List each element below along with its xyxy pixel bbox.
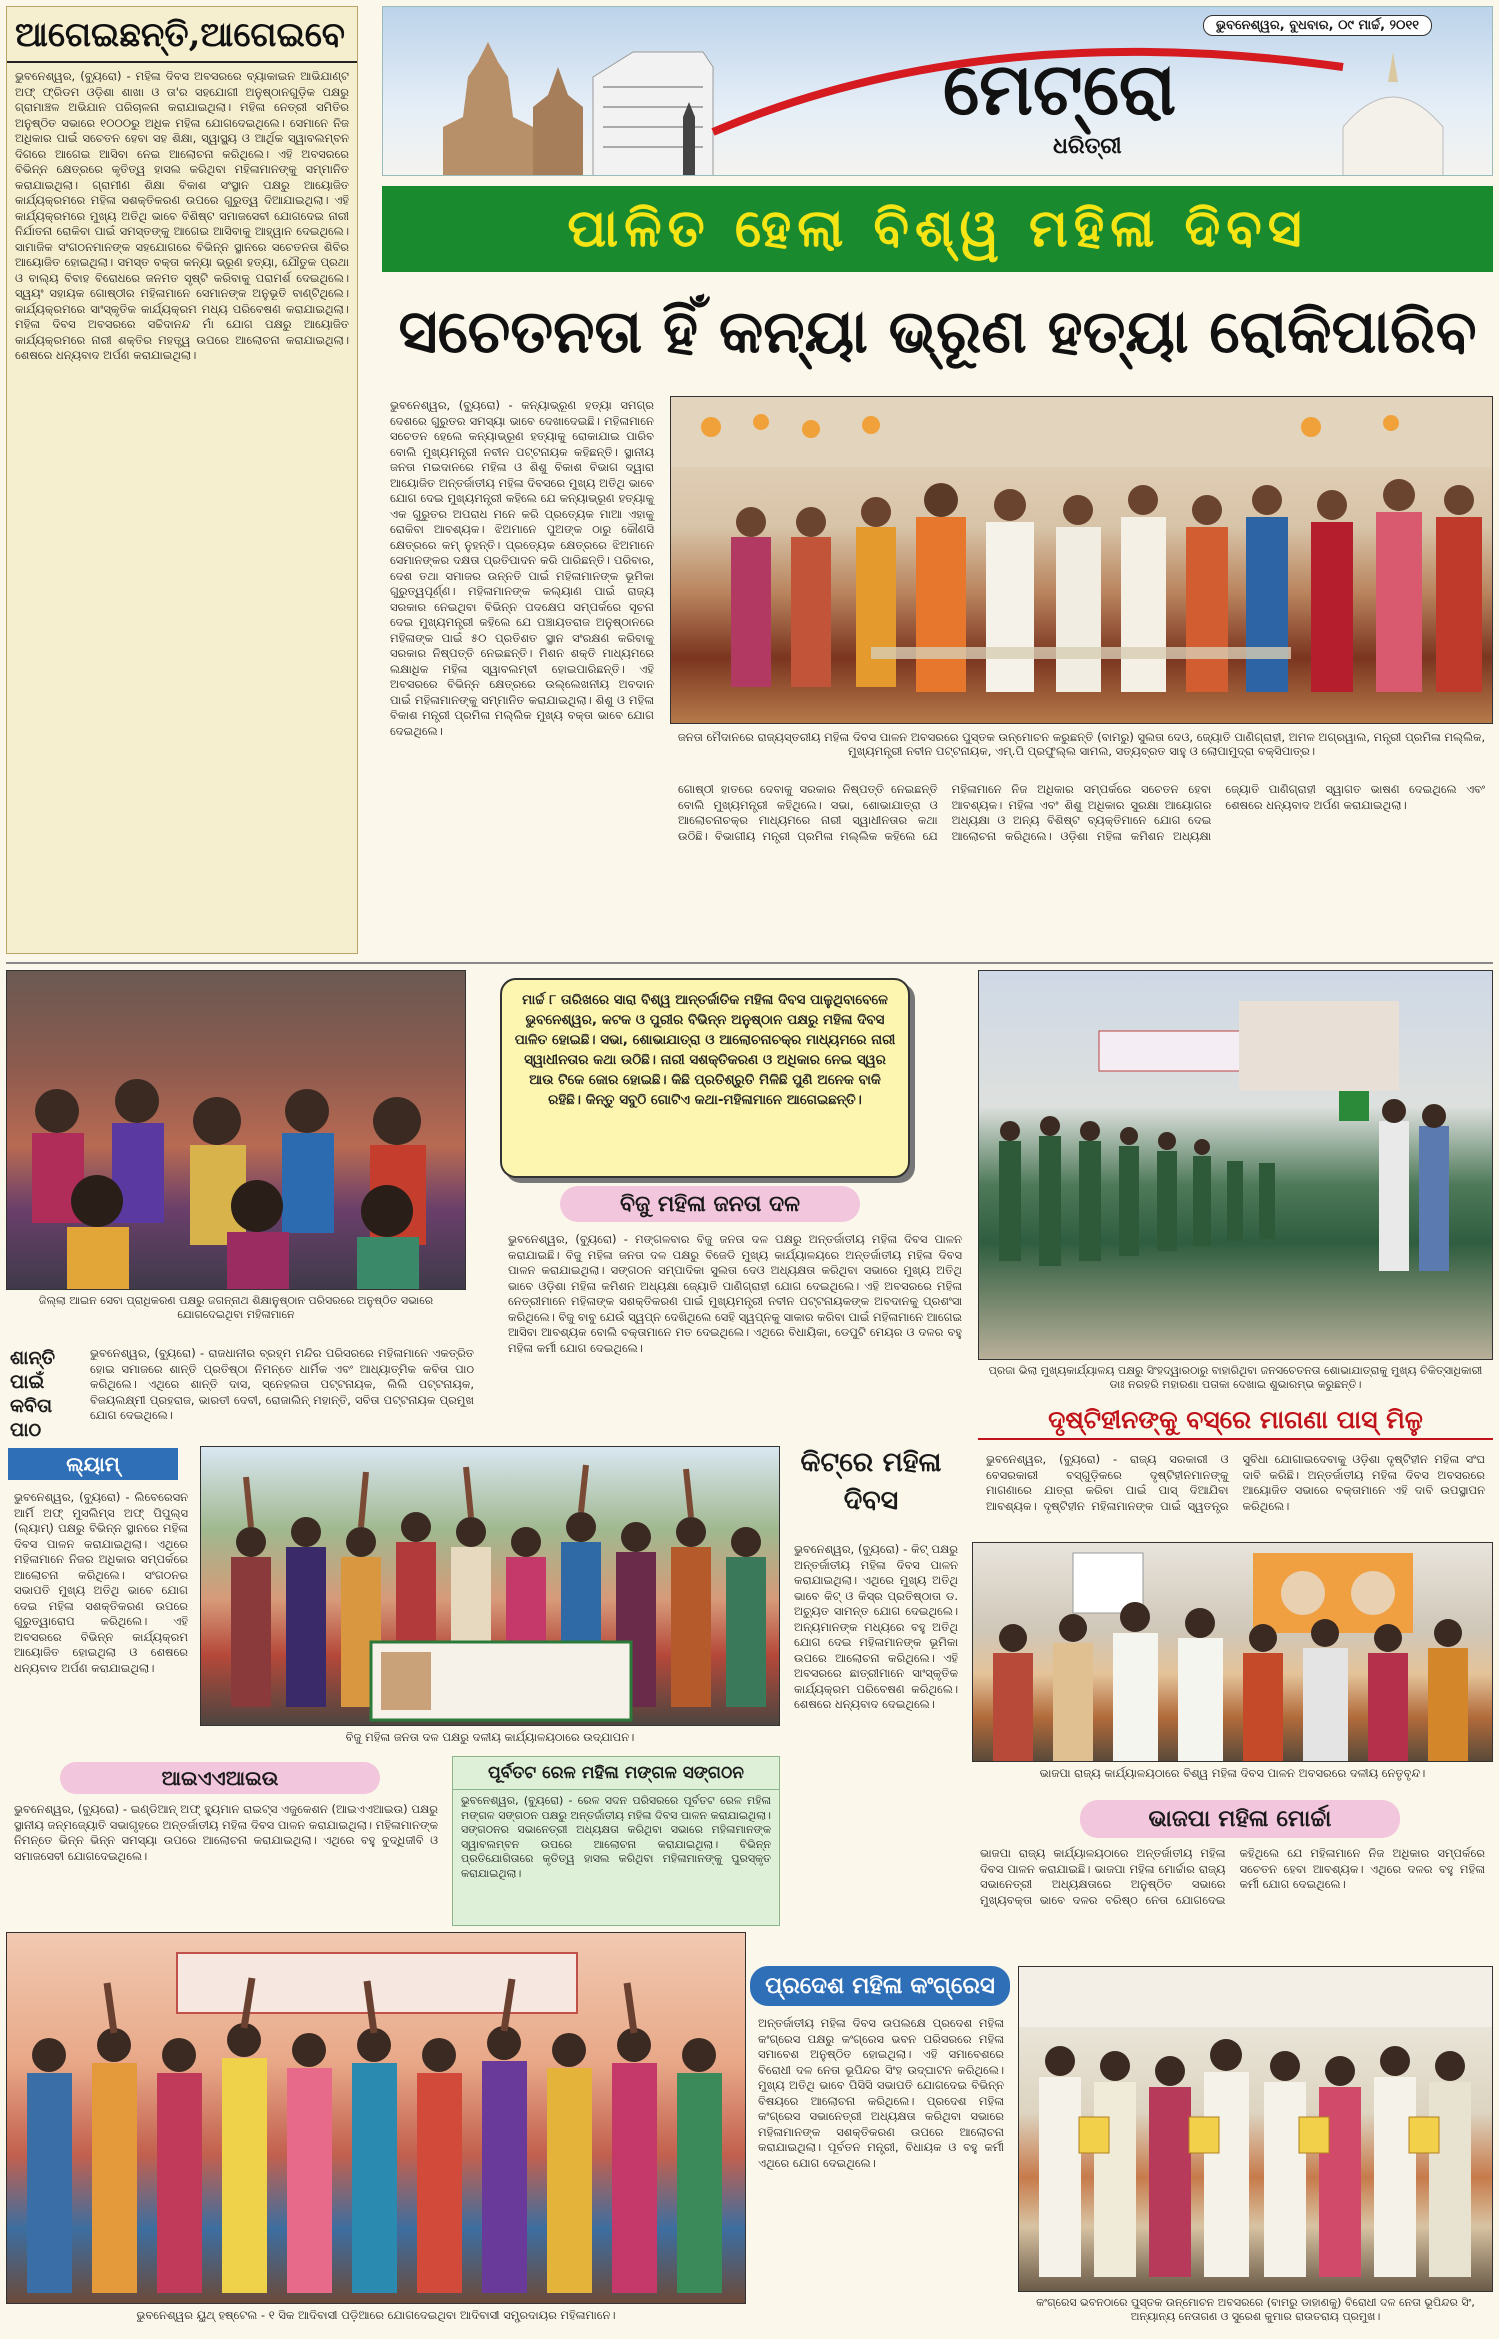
bjp-photo-caption: ଭାଜପା ରାଜ୍ୟ କାର୍ଯ୍ୟାଳୟଠାରେ ବିଶ୍ୱ ମହିଳା ଦିବସ ପାଳନ ଅବସରରେ ଦଳୀୟ ନେତୃବୃନ୍ଦ। (1039, 1766, 1426, 1780)
rail-title: ପୂର୍ବତଟ ରେଳ ମହିଳା ମଙ୍ଗଳ ସଙ୍ଗଠନ (453, 1757, 779, 1790)
row3-center-photo-caption: ବିଜୁ ମହିଳା ଜନତା ଦଳ ପକ୍ଷରୁ ଦଳୀୟ କାର୍ଯ୍ୟାଳୟଠାରେ ଉଦ୍‌ଯାପନ। (345, 1730, 635, 1744)
congress-release-figures (1019, 1967, 1493, 2292)
row4-left-photo (6, 1932, 746, 2304)
row3-center-photo (200, 1446, 780, 1726)
lyam-title: ଲ୍ୟାମ୍ (8, 1448, 178, 1480)
left-column-body: ଭୁବନେଶ୍ୱର, (ବ୍ୟୁରୋ) - ମହିଳା ଦିବସ ଅବସରରେ ବ୍ୟାକାଇନ ଆଭିଯାଣ୍ଟ ଅଫ୍ ଫ୍ରିଡମ ଓଡ଼ିଶା ଶାଖା ଓ ତା'ର ସହଯୋଗୀ ଅନୁଷ୍ଠାନଗୁଡ଼ିକ ପକ୍ଷରୁ ଗ୍ରାମାଞ୍ଚଳ ଅଭିଯାନ ପରିଚାଳନା କରାଯାଇଥିଲା। ମହିଳା ନେତ୍ରୀ ସମିତିର ଅନୁଷ୍ଠିତ ସଭାରେ ୧୦୦୦ରୁ ଅଧିକ ମହିଳା ଯୋଗଦେଇଥିଲେ। ସେମାନେ ନିଜ ଅଧିକାର ପାଇଁ ସଚେତନ ହେବା ସହ ଶିକ୍ଷା, ସ୍ୱାସ୍ଥ୍ୟ ଓ ଆର୍ଥିକ ସ୍ୱାବଲମ୍ବନ ଦିଗରେ ଆଗେଇ ଆସିବା ନେଇ ଆଲୋଚନା କରିଥିଲେ। ଏହି ଅବସରରେ ବିଭିନ୍ନ କ୍ଷେତ୍ରରେ କୃତିତ୍ୱ ହାସଲ କରିଥିବା ମହିଳାମାନଙ୍କୁ ସମ୍ମାନିତ କରାଯାଇଥିଲା। ଗ୍ରାମୀଣ ଶିକ୍ଷା ବିକାଶ ସଂସ୍ଥାନ ପକ୍ଷରୁ ଆୟୋଜିତ କାର୍ଯ୍ୟକ୍ରମରେ ମହିଳା ସଶକ୍ତିକରଣ ଉପରେ ଗୁରୁତ୍ୱ ଦିଆଯାଇଥିଲା। ଏହି କାର୍ଯ୍ୟକ୍ରମରେ ମୁଖ୍ୟ ଅତିଥି ଭାବେ ବିଶିଷ୍ଟ ସମାଜସେବୀ ଯୋଗଦେଇ ନାରୀ ନିର୍ଯାତନା ରୋକିବା ପାଇଁ ସମସ୍ତଙ୍କୁ ଆଗେଇ ଆସିବାକୁ ଆହ୍ୱାନ ଦେଇଥିଲେ। ସାମାଜିକ ସଂଗଠନମାନଙ୍କ ସହଯୋଗରେ ବିଭିନ୍ନ ସ୍ଥାନରେ ସଚେତନତା ଶିବିର ଆୟୋଜିତ ହୋଇଥିଲା। ସମସ୍ତ ବକ୍ତା କନ୍ୟା ଭ୍ରୂଣ ହତ୍ୟା, ଯୌତୁକ ପ୍ରଥା ଓ ବାଲ୍ୟ ବିବାହ ବିରୋଧରେ ଜନମତ ସୃଷ୍ଟି କରିବାକୁ ପରାମର୍ଶ ଦେଇଥିଲେ। ସ୍ୱୟଂ ସହାୟକ ଗୋଷ୍ଠୀର ମହିଳାମାନେ ସେମାନଙ୍କ ଅନୁଭୂତି ବାଣ୍ଟିଥିଲେ। କାର୍ଯ୍ୟକ୍ରମରେ ସାଂସ୍କୃତିକ କାର୍ଯ୍ୟକ୍ରମ ମଧ୍ୟ ପରିବେଷଣ କରାଯାଇଥିଲା। ମହିଳା ଦିବସ ଅବସରରେ ସଚ୍ଚିଦାନନ୍ଦ ମାଁ ଯୋଗ ପକ୍ଷରୁ ଆୟୋଜିତ କାର୍ଯ୍ୟକ୍ରମରେ ନାରୀ ଶକ୍ତିର ମହତ୍ତ୍ୱ ଉପରେ ଆଲୋଚନା କରାଯାଇଥିଲା। ଶେଷରେ ଧନ୍ୟବାଦ ଅର୍ପଣ କରାଯାଇଥିଲା। (15, 69, 349, 362)
raised-hands-group (201, 1447, 780, 1726)
row2-left-photo (6, 970, 466, 1290)
intro-box-text: ମାର୍ଚ୍ଚ ୮ ତାରିଖରେ ସାରା ବିଶ୍ୱ ଆନ୍ତର୍ଜାତିକ ମହିଳା ଦିବସ ପାଳୁଥିବାବେଳେ ଭୁବନେଶ୍ୱର, କଟକ ଓ ପୁରୀର ବିଭିନ୍ନ ଅନୁଷ୍ଠାନ ପକ୍ଷରୁ ମହିଳା ଦିବସ ପାଳିତ ହୋଇଛି। ସଭା, ଶୋଭାଯାତ୍ରା ଓ ଆଲୋଚନାଚକ୍ର ମାଧ୍ୟମରେ ନାରୀ ସ୍ୱାଧୀନତାର କଥା ଉଠିଛି। ନାରୀ ସଶକ୍ତିକରଣ ଓ ଅଧିକାର ନେଇ ସ୍ୱର ଆଉ ଟିକେ ଜୋର ହୋଇଛି। କିଛି ପ୍ରତିଶ୍ରୁତି ମିଳିଛି ପୁଣି ଅନେକ ବାକି ରହିଛି। କିନ୍ତୁ ସବୁଠି ଗୋଟିଏ କଥା-ମହିଳାମାନେ ଆଗେଇଛନ୍ତି। (514, 992, 896, 1108)
crowd-figures (7, 971, 466, 1290)
bjp-text: ଭାଜପା ରାଜ୍ୟ କାର୍ଯ୍ୟାଳୟଠାରେ ଅନ୍ତର୍ଜାତୀୟ ମହିଳା ଦିବସ ପାଳନ କରାଯାଇଛି। ଭାଜପା ମହିଳା ମୋର୍ଚ୍ଚାର ରାଜ୍ୟ ସଭାନେତ୍ରୀ ଅଧ୍ୟକ୍ଷତାରେ ଅନୁଷ୍ଠିତ ସଭାରେ ମୁଖ୍ୟବକ୍ତା ଭାବେ ଦଳର ବରିଷ୍ଠ ନେତା ଯୋଗଦେଇ କହିଥିଲେ ଯେ ମହିଳାମାନେ ନିଜ ଅଧିକାର ସମ୍ପର୍କରେ ସଚେତନ ହେବା ଆବଶ୍ୟକ। ଏଥିରେ ଦଳର ବହୁ ମହିଳା କର୍ମୀ ଯୋଗ ଦେଇଥିଲେ। (980, 1846, 1485, 1907)
kit-text: ଭୁବନେଶ୍ୱର, (ବ୍ୟୁରୋ) - କିଟ୍ ପକ୍ଷରୁ ଅନ୍ତର୍ଜାତୀୟ ମହିଳା ଦିବସ ପାଳନ କରାଯାଇଥିଲା। ଏଥିରେ ମୁଖ୍ୟ ଅତିଥି ଭାବେ କିଟ୍ ଓ କିସ୍‌ର ପ୍ରତିଷ୍ଠାତା ଡ. ଅଚ୍ୟୁତ ସାମନ୍ତ ଯୋଗ ଦେଇଥିଲେ। ଅନ୍ୟମାନଙ୍କ ମଧ୍ୟରେ ବହୁ ଅତିଥି ଯୋଗ ଦେଇ ମହିଳାମାନଙ୍କ ଭୂମିକା ଉପରେ ଆଲୋଚନା କରିଥିଲେ। ଏହି ଅବସରରେ ଛାତ୍ରୀମାନେ ସାଂସ୍କୃତିକ କାର୍ଯ୍ୟକ୍ରମ ପରିବେଷଣ କରିଥିଲେ। ଶେଷରେ ଧନ୍ୟବାଦ ଦେଇଥିଲେ। (794, 1542, 958, 1711)
top-band (382, 186, 1493, 272)
stupa-illustration (1343, 97, 1443, 176)
iaf-title: ଆଇଏଏଆଇଉ (60, 1762, 380, 1794)
rally-figures (979, 971, 1493, 1360)
shanti-text: ଭୁବନେଶ୍ୱର, (ବ୍ୟୁରୋ) - ରାଜଧାନୀର ବ୍ରହ୍ମ ମନ୍ଦିର ପରିସରରେ ମହିଳାମାନେ ଏକତ୍ରିତ ହୋଇ ସମାଜରେ ଶାନ୍ତି ପ୍ରତିଷ୍ଠା ନିମନ୍ତେ ଧାର୍ମିକ ଏବଂ ଆଧ୍ୟାତ୍ମିକ କବିତା ପାଠ କରିଥିଲେ। ଏଥିରେ ଶାନ୍ତି ଦାସ, ସ୍ନେହଲତା ପଟ୍ଟନାୟକ, ଲିଲି ପଟ୍ଟନାୟକ, ବିଜୟଲକ୍ଷ୍ମୀ ପ୍ରହରାଜ, ଭାରତୀ ଦେବୀ, ରୋଜାଲିନ୍ ମହାନ୍ତି, ସବିତା ପଟ୍ଟନାୟକ ପ୍ରମୁଖ ଯୋଗ ଦେଇଥିଲେ। (90, 1346, 474, 1422)
row2-right-photo (978, 970, 1493, 1360)
masthead (382, 6, 1493, 176)
stage-figures (671, 397, 1493, 724)
iaf-text: ଭୁବନେଶ୍ୱର, (ବ୍ୟୁରୋ) - ଇଣ୍ଡିଆନ୍ ଅଫ୍ ହ୍ୟୁମାନ ରାଇଟ୍ସ ଏଜୁକେଶନ (ଆଇଏଏଆଇଉ) ପକ୍ଷରୁ ସ୍ଥାନୀୟ ଜନ୍ମଜ୍ୟୋତି ସଭାଗୃହରେ ଅନ୍ତର୍ଜାତୀୟ ମହିଳା ଦିବସ ପାଳନ କରାଯାଇଥିଲା। ମହିଳାମାନଙ୍କ ନିମନ୍ତେ ଭିନ୍ନ ଭିନ୍ନ ସମସ୍ୟା ଉପରେ ଆଲୋଚନା କରାଯାଇଥିଲା। ଏଥିରେ ବହୁ ବୁଦ୍ଧିଜୀବି ଓ ସମାଜସେବୀ ଯୋଗଦେଇଥିଲେ। (14, 1802, 438, 1863)
main-headline: ସଚେତନତା ହିଁ କନ୍ୟା ଭ୍ରୂଣ ହତ୍ୟା ରୋକିପାରିବ (398, 297, 1477, 367)
bjp-title: ଭାଜପା ମହିଳା ମୋର୍ଚ୍ଚା (1080, 1800, 1400, 1838)
bjp-photo (972, 1542, 1493, 1762)
row4-left-photo-caption: ଭୁବନେଶ୍ୱର ୟୁଥ୍ ହଷ୍ଟେଲ - ୧ ସିକ ଆଦିବାସୀ ପଡ଼ିଆରେ ଯୋଗଦେଇଥିବା ଆଦିବାସୀ ସମ୍ପ୍ରଦାୟର ମହିଳାମାନେ। (136, 2308, 616, 2322)
date-line: ଭୁବନେଶ୍ୱର, ବୁଧବାର, ୦୯ ମାର୍ଚ୍ଚ, ୨୦୧୧ (1203, 15, 1432, 36)
congress-title: ପ୍ରଦେଶ ମହିଳା କଂଗ୍ରେସ (750, 1966, 1010, 2006)
congress-text: ଅନ୍ତର୍ଜାତୀୟ ମହିଳା ଦିବସ ଉପଲକ୍ଷେ ପ୍ରଦେଶ ମହିଳା କଂଗ୍ରେସ ପକ୍ଷରୁ କଂଗ୍ରେସ ଭବନ ପରିସରରେ ମହିଳା ସମାବେଶ ଅନୁଷ୍ଠିତ ହୋଇଥିଲା। ଏହି ସମାବେଶରେ ବିରୋଧୀ ଦଳ ନେତା ଭୂପିନ୍ଦର ସିଂହ ଉଦ୍‌ଘାଟନ କରିଥିଲେ। ମୁଖ୍ୟ ଅତିଥି ଭାବେ ପିସିସି ସଭାପତି ଯୋଗଦେଇ ବିଭିନ୍ନ ବିଷୟରେ ଆଲୋଚନା କରିଥିଲେ। ପ୍ରଦେଶ ମହିଳା କଂଗ୍ରେସ ସଭାନେତ୍ରୀ ଅଧ୍ୟକ୍ଷତା କରିଥିବା ସଭାରେ ମହିଳାମାନଙ୍କ ସଶକ୍ତିକରଣ ଉପରେ ଆଲୋଚନା କରାଯାଇଥିଲା। ପୂର୍ବତନ ମନ୍ତ୍ରୀ, ବିଧାୟକ ଓ ବହୁ କର୍ମୀ ଏଥିରେ ଯୋଗ ଦେଇଥିଲେ। (758, 2016, 1004, 2170)
statue-illustration (683, 102, 695, 176)
row2-left-photo-caption: ଜିଲ୍ଲା ଆଇନ ସେବା ପ୍ରାଧିକରଣ ପକ୍ଷରୁ ଜଗନ୍ନାଥ ଶିକ୍ଷାନୁଷ୍ଠାନ ପରିସରରେ ଅନୁଷ୍ଠିତ ସଭାରେ ଯୋଗଦେଇଥିବା ମହିଳାମାନେ (38, 1294, 434, 1321)
section-divider (6, 962, 1493, 964)
bus-text: ଭୁବନେଶ୍ୱର, (ବ୍ୟୁରୋ) - ରାଜ୍ୟ ସରକାରୀ ଓ ବେସରକାରୀ ବସ୍‌ଗୁଡ଼ିକରେ ଦୃଷ୍ଟିହୀନମାନଙ୍କୁ ମାଗଣାରେ ଯାତ୍ରା କରିବା ପାଇଁ ପାସ୍ ଦିଆଯିବା ଆବଶ୍ୟକ। ଦୃଷ୍ଟିହୀନ ମହିଳାମାନଙ୍କ ପାଇଁ ସ୍ୱତନ୍ତ୍ର ସୁବିଧା ଯୋଗାଇଦେବାକୁ ଓଡ଼ିଶା ଦୃଷ୍ଟିହୀନ ମହିଳା ସଂଘ ଦାବି କରିଛି। ଅନ୍ତର୍ଜାତୀୟ ମହିଳା ଦିବସ ଅବସରରେ ଆୟୋଜିତ ସଭାରେ ବକ୍ତାମାନେ ଏହି ଦାବି ଉପସ୍ଥାପନ କରିଥିଲେ। (986, 1452, 1485, 1513)
top-band-title: ପାଳିତ ହେଲା ବିଶ୍ୱ ମହିଳା ଦିବସ (567, 198, 1308, 259)
lead-story-photo (670, 396, 1493, 724)
bus-title: ଦୃଷ୍ଟିହୀନଙ୍କୁ ବସ୍‌ରେ ମାଗଣା ପାସ୍ ମିଳୁ (978, 1400, 1493, 1440)
kit-title: କିଟ୍‌ରେ ମହିଳା ଦିବସ (800, 1447, 942, 1516)
temple-illustration (443, 42, 533, 176)
left-column (6, 6, 358, 954)
intro-box (500, 978, 910, 1178)
lead-story-photo-caption: ଜନତା ମୈଦାନରେ ରାଜ୍ୟସ୍ତରୀୟ ମହିଳା ଦିବସ ପାଳନ ଅବସରରେ ପୁସ୍ତକ ଉନ୍ମୋଚନ କରୁଛନ୍ତି (ବାମରୁ) ସୁଲତା ଦେଓ, ଜ୍ୟୋତି ପାଣିଗ୍ରାହୀ, ଅମଳ ଅଗ୍ରୱାଲ, ମନ୍ତ୍ରୀ ପ୍ରମିଳା ମଲ୍ଲିକ, ମୁଖ୍ୟମନ୍ତ୍ରୀ ନବୀନ ପଟ୍ଟନାୟକ, ଏମ୍.ପି ପ୍ରଫୁଲ୍ଲ ସାମଲ, ସତ୍ୟବ୍ରତ ସାହୁ ଓ ଲୋପାମୁଦ୍ରା ବକ୍ସିପାତ୍ର। (677, 730, 1486, 758)
rail-text: ଭୁବନେଶ୍ୱର, (ବ୍ୟୁରୋ) - ରେଳ ସଦନ ପରିସରରେ ପୂର୍ବତଟ ରେଳ ମହିଳା ମଙ୍ଗଳ ସଙ୍ଗଠନ ପକ୍ଷରୁ ଅନ୍ତର୍ଜାତୀୟ ମହିଳା ଦିବସ ପାଳନ କରାଯାଇଥିଲା। ସଙ୍ଗଠନର ସଭାନେତ୍ରୀ ଅଧ୍ୟକ୍ଷତା କରିଥିବା ସଭାରେ ମହିଳାମାନଙ୍କ ସ୍ୱାବଲମ୍ବନ ଉପରେ ଆଲୋଚନା କରାଯାଇଥିଲା। ବିଭିନ୍ନ ପ୍ରତିଯୋଗିତାରେ କୃତିତ୍ୱ ହାସଲ କରିଥିବା ମହିଳାମାନଙ୍କୁ ପୁରସ୍କୃତ କରାଯାଇଥିଲା। (461, 1794, 771, 1880)
rail-box (452, 1756, 780, 1926)
brand-sub: ଧରିତ୍ରୀ (1053, 133, 1122, 159)
row4-right-photo-caption: କଂଗ୍ରେସ ଭବନଠାରେ ପୁସ୍ତକ ଉନ୍ମୋଚନ ଅବସରରେ (ବାମରୁ ଡାହାଣକୁ) ବିରୋଧୀ ଦଳ ନେତା ଭୂପିନ୍ଦର ସିଂ, ଅନ୍ୟାନ୍ୟ ନେତାଗଣ ଓ ସୁରେଶ କୁମାର ରାଉତରାୟ ପ୍ରମୁଖ। (1036, 2296, 1475, 2323)
brand-logo: ମେଟ୍ରୋ (943, 46, 1177, 131)
shanti-title: ଶାନ୍ତି ପାଇଁ କବିତା ପାଠ (10, 1347, 56, 1441)
lead-story-bottom-text: ଗୋଷ୍ଠୀ ହାତରେ ଦେବାକୁ ସରକାର ନିଷ୍ପତ୍ତି ନେଇଛନ୍ତି ବୋଲି ମୁଖ୍ୟମନ୍ତ୍ରୀ କହିଥିଲେ। ସଭା, ଶୋଭାଯାତ୍ରା ଓ ଆଲୋଚନାଚକ୍ର ମାଧ୍ୟମରେ ନାରୀ ସ୍ୱାଧୀନତାର କଥା ଉଠିଛି। ବିଭାଗୀୟ ମନ୍ତ୍ରୀ ପ୍ରମିଳା ମଲ୍ଲିକ କହିଲେ ଯେ ମହିଳାମାନେ ନିଜ ଅଧିକାର ସମ୍ପର୍କରେ ସଚେତନ ହେବା ଆବଶ୍ୟକ। ମହିଳା ଏବଂ ଶିଶୁ ଅଧିକାର ସୁରକ୍ଷା ଆୟୋଗର ଅଧ୍ୟକ୍ଷା ଓ ଅନ୍ୟ ବିଶିଷ୍ଟ ବ୍ୟକ୍ତିମାନେ ଯୋଗ ଦେଇ ଆଲୋଚନା କରିଥିଲେ। ଓଡ଼ିଶା ମହିଳା କମିଶନ ଅଧ୍ୟକ୍ଷା ଜ୍ୟୋତି ପାଣିଗ୍ରାହୀ ସ୍ୱାଗତ ଭାଷଣ ଦେଇଥିଲେ ଏବଂ ଶେଷରେ ଧନ୍ୟବାଦ ଅର୍ପଣ କରାଯାଇଥିଲା। (678, 782, 1485, 843)
lyam-text: ଭୁବନେଶ୍ୱର, (ବ୍ୟୁରୋ) - ଲିବେରେସନ ଆର୍ମି ଅଫ୍ ମୁସଲିମ୍ସ ଅଫ୍ ପିପୁଲ୍ସ (ଲ୍ୟାମ୍) ପକ୍ଷରୁ ବିଭିନ୍ନ ସ୍ଥାନରେ ମହିଳା ଦିବସ ପାଳନ କରାଯାଇଥିଲା। ଏଥିରେ ମହିଳାମାନେ ନିଜର ଅଧିକାର ସମ୍ପର୍କରେ ଆଲୋଚନା କରିଥିଲେ। ସଂଗଠନର ସଭାପତି ମୁଖ୍ୟ ଅତିଥି ଭାବେ ଯୋଗ ଦେଇ ମହିଳା ସଶକ୍ତିକରଣ ଉପରେ ଗୁରୁତ୍ୱାରୋପ କରିଥିଲେ। ଏହି ଅବସରରେ ବିଭିନ୍ନ କାର୍ଯ୍ୟକ୍ରମ ଆୟୋଜିତ ହୋଇଥିଲା ଓ ଶେଷରେ ଧନ୍ୟବାଦ ଅର୍ପଣ କରାଯାଇଥିଲା। (14, 1490, 188, 1675)
tribal-women-figures (7, 1933, 746, 2304)
bjd-title: ବିଜୁ ମହିଳା ଜନତା ଦଳ (560, 1186, 860, 1222)
row2-right-photo-caption: ପ୍ରଜା ଭିଲା ମୁଖ୍ୟକାର୍ଯ୍ୟାଳୟ ପକ୍ଷରୁ ସିଂହଦ୍ୱାରଠାରୁ ବାହାରିଥିବା ଜନସଚେତନତା ଶୋଭାଯାତ୍ରାକୁ ମୁଖ୍ୟ ଚିକିତ୍ସାଧିକାରୀ ଡାଃ ନରହରି ମହାରଣା ପତାକା ଦେଖାଇ ଶୁଭାରମ୍ଭ କରୁଛନ୍ତି। (988, 1364, 1483, 1391)
left-column-title: ଆଗେଇଛନ୍ତି,ଆଗେଇବେ (7, 7, 357, 63)
lead-story-left-text: ଭୁବନେଶ୍ୱର, (ବ୍ୟୁରୋ) - କନ୍ୟାଭ୍ରୂଣ ହତ୍ୟା ସମଗ୍ର ଦେଶରେ ଗୁରୁତର ସମସ୍ୟା ଭାବେ ଦେଖାଦେଇଛି। ମହିଳାମାନେ ସଚେତନ ହେଲେ କନ୍ୟାଭ୍ରୂଣ ହତ୍ୟାକୁ ରୋକାଯାଇ ପାରିବ ବୋଲି ମୁଖ୍ୟମନ୍ତ୍ରୀ ନବୀନ ପଟ୍ଟନାୟକ କହିଛନ୍ତି। ସ୍ଥାନୀୟ ଜନତା ମଇଦାନରେ ମହିଳା ଓ ଶିଶୁ ବିକାଶ ବିଭାଗ ଦ୍ୱାରା ଆୟୋଜିତ ଅନ୍ତର୍ଜାତୀୟ ମହିଳା ଦିବସରେ ମୁଖ୍ୟ ଅତିଥି ଭାବେ ଯୋଗ ଦେଇ ମୁଖ୍ୟମନ୍ତ୍ରୀ କହିଲେ ଯେ କନ୍ୟାଭ୍ରୂଣ ହତ୍ୟାକୁ ଏକ ଗୁରୁତର ଅପରାଧ ମନେ କରି ପ୍ରତ୍ୟେକ ମାଆ ଏହାକୁ ରୋକିବା ଆବଶ୍ୟକ। ଝିଅମାନେ ପୁଅଙ୍କ ଠାରୁ କୌଣସି କ୍ଷେତ୍ରରେ କମ୍ ନୁହନ୍ତି। ପ୍ରତ୍ୟେକ କ୍ଷେତ୍ରରେ ଝିଅମାନେ ସେମାନଙ୍କର ଦକ୍ଷତା ପ୍ରତିପାଦନ କରି ପାରିଛନ୍ତି। ପରିବାର, ଦେଶ ତଥା ସମାଜର ଉନ୍ନତି ପାଇଁ ମହିଳାମାନଙ୍କ ଭୂମିକା ଗୁରୁତ୍ୱପୂର୍ଣ୍ଣ। ମହିଳାମାନଙ୍କ କଲ୍ୟାଣ ପାଇଁ ରାଜ୍ୟ ସରକାର ନେଇଥିବା ବିଭିନ୍ନ ପଦକ୍ଷେପ ସମ୍ପର୍କରେ ସୂଚନା ଦେଇ ମୁଖ୍ୟମନ୍ତ୍ରୀ କହିଲେ ଯେ ପଞ୍ଚାୟତରାଜ ଅନୁଷ୍ଠାନରେ ମହିଳାଙ୍କ ପାଇଁ ୫୦ ପ୍ରତିଶତ ସ୍ଥାନ ସଂରକ୍ଷଣ କରିବାକୁ ସରକାର ନିଷ୍ପତ୍ତି ନେଇଛନ୍ତି। ମିଶନ ଶକ୍ତି ମାଧ୍ୟମରେ ଲକ୍ଷାଧିକ ମହିଳା ସ୍ୱାବଲମ୍ବୀ ହୋଇପାରିଛନ୍ତି। ଏହି ଅବସରରେ ବିଭିନ୍ନ କ୍ଷେତ୍ରରେ ଉଲ୍ଲେଖନୀୟ ଅବଦାନ ପାଇଁ ମହିଳାମାନଙ୍କୁ ସମ୍ମାନିତ କରାଯାଇଥିଲା। ଶିଶୁ ଓ ମହିଳା ବିକାଶ ମନ୍ତ୍ରୀ ପ୍ରମିଳା ମଲ୍ଲିକ ମୁଖ୍ୟ ବକ୍ତା ଭାବେ ଯୋଗ ଦେଇଥିଲେ। (390, 398, 654, 738)
bjp-meeting-figures (973, 1543, 1493, 1762)
row4-right-photo (1018, 1966, 1493, 2292)
bjd-text: ଭୁବନେଶ୍ୱର, (ବ୍ୟୁରୋ) - ମଙ୍ଗଳବାର ବିଜୁ ଜନତା ଦଳ ପକ୍ଷରୁ ଅନ୍ତର୍ଜାତୀୟ ମହିଳା ଦିବସ ପାଳନ କରାଯାଇଛି। ବିଜୁ ମହିଳା ଜନତା ଦଳ ପକ୍ଷରୁ ବିଜେଡି ମୁଖ୍ୟ କାର୍ଯ୍ୟାଳୟରେ ଅନ୍ତର୍ଜାତୀୟ ମହିଳା ଦିବସ ପାଳନ କରାଯାଇଥିଲା। ସଙ୍ଗଠନ ସମ୍ପାଦିକା ସୁଲତା ଦେଓ ଅଧ୍ୟକ୍ଷତା କରିଥିବା ସଭାରେ ମୁଖ୍ୟ ଅତିଥି ଭାବେ ଓଡ଼ିଶା ମହିଳା କମିଶନ ଅଧ୍ୟକ୍ଷା ଜ୍ୟୋତି ପାଣିଗ୍ରାହୀ ଯୋଗ ଦେଇଥିଲେ। ଏହି ଅବସରରେ ମହିଳା ନେତ୍ରୀମାନେ ମହିଳାଙ୍କ ସଶକ୍ତିକରଣ ପାଇଁ ମୁଖ୍ୟମନ୍ତ୍ରୀ ନବୀନ ପଟ୍ଟନାୟକଙ୍କ ଅବଦାନକୁ ପ୍ରଶଂସା କରିଥିଲେ। ବିଜୁ ବାବୁ ଯେଉଁ ସ୍ୱପ୍ନ ଦେଖିଥିଲେ ସେହି ସ୍ୱପ୍ନକୁ ସାକାର କରିବା ପାଇଁ ମହିଳାମାନେ ଆଗେଇ ଆସିବା ଆବଶ୍ୟକ ବୋଲି ବକ୍ତାମାନେ ମତ ଦେଇଥିଲେ। ଏଥିରେ ବିଧାୟିକା, ଡେପୁଟି ମେୟର ଓ ଦଳର ବହୁ ମହିଳା କର୍ମୀ ଯୋଗ ଦେଇଥିଲେ। (508, 1232, 962, 1355)
